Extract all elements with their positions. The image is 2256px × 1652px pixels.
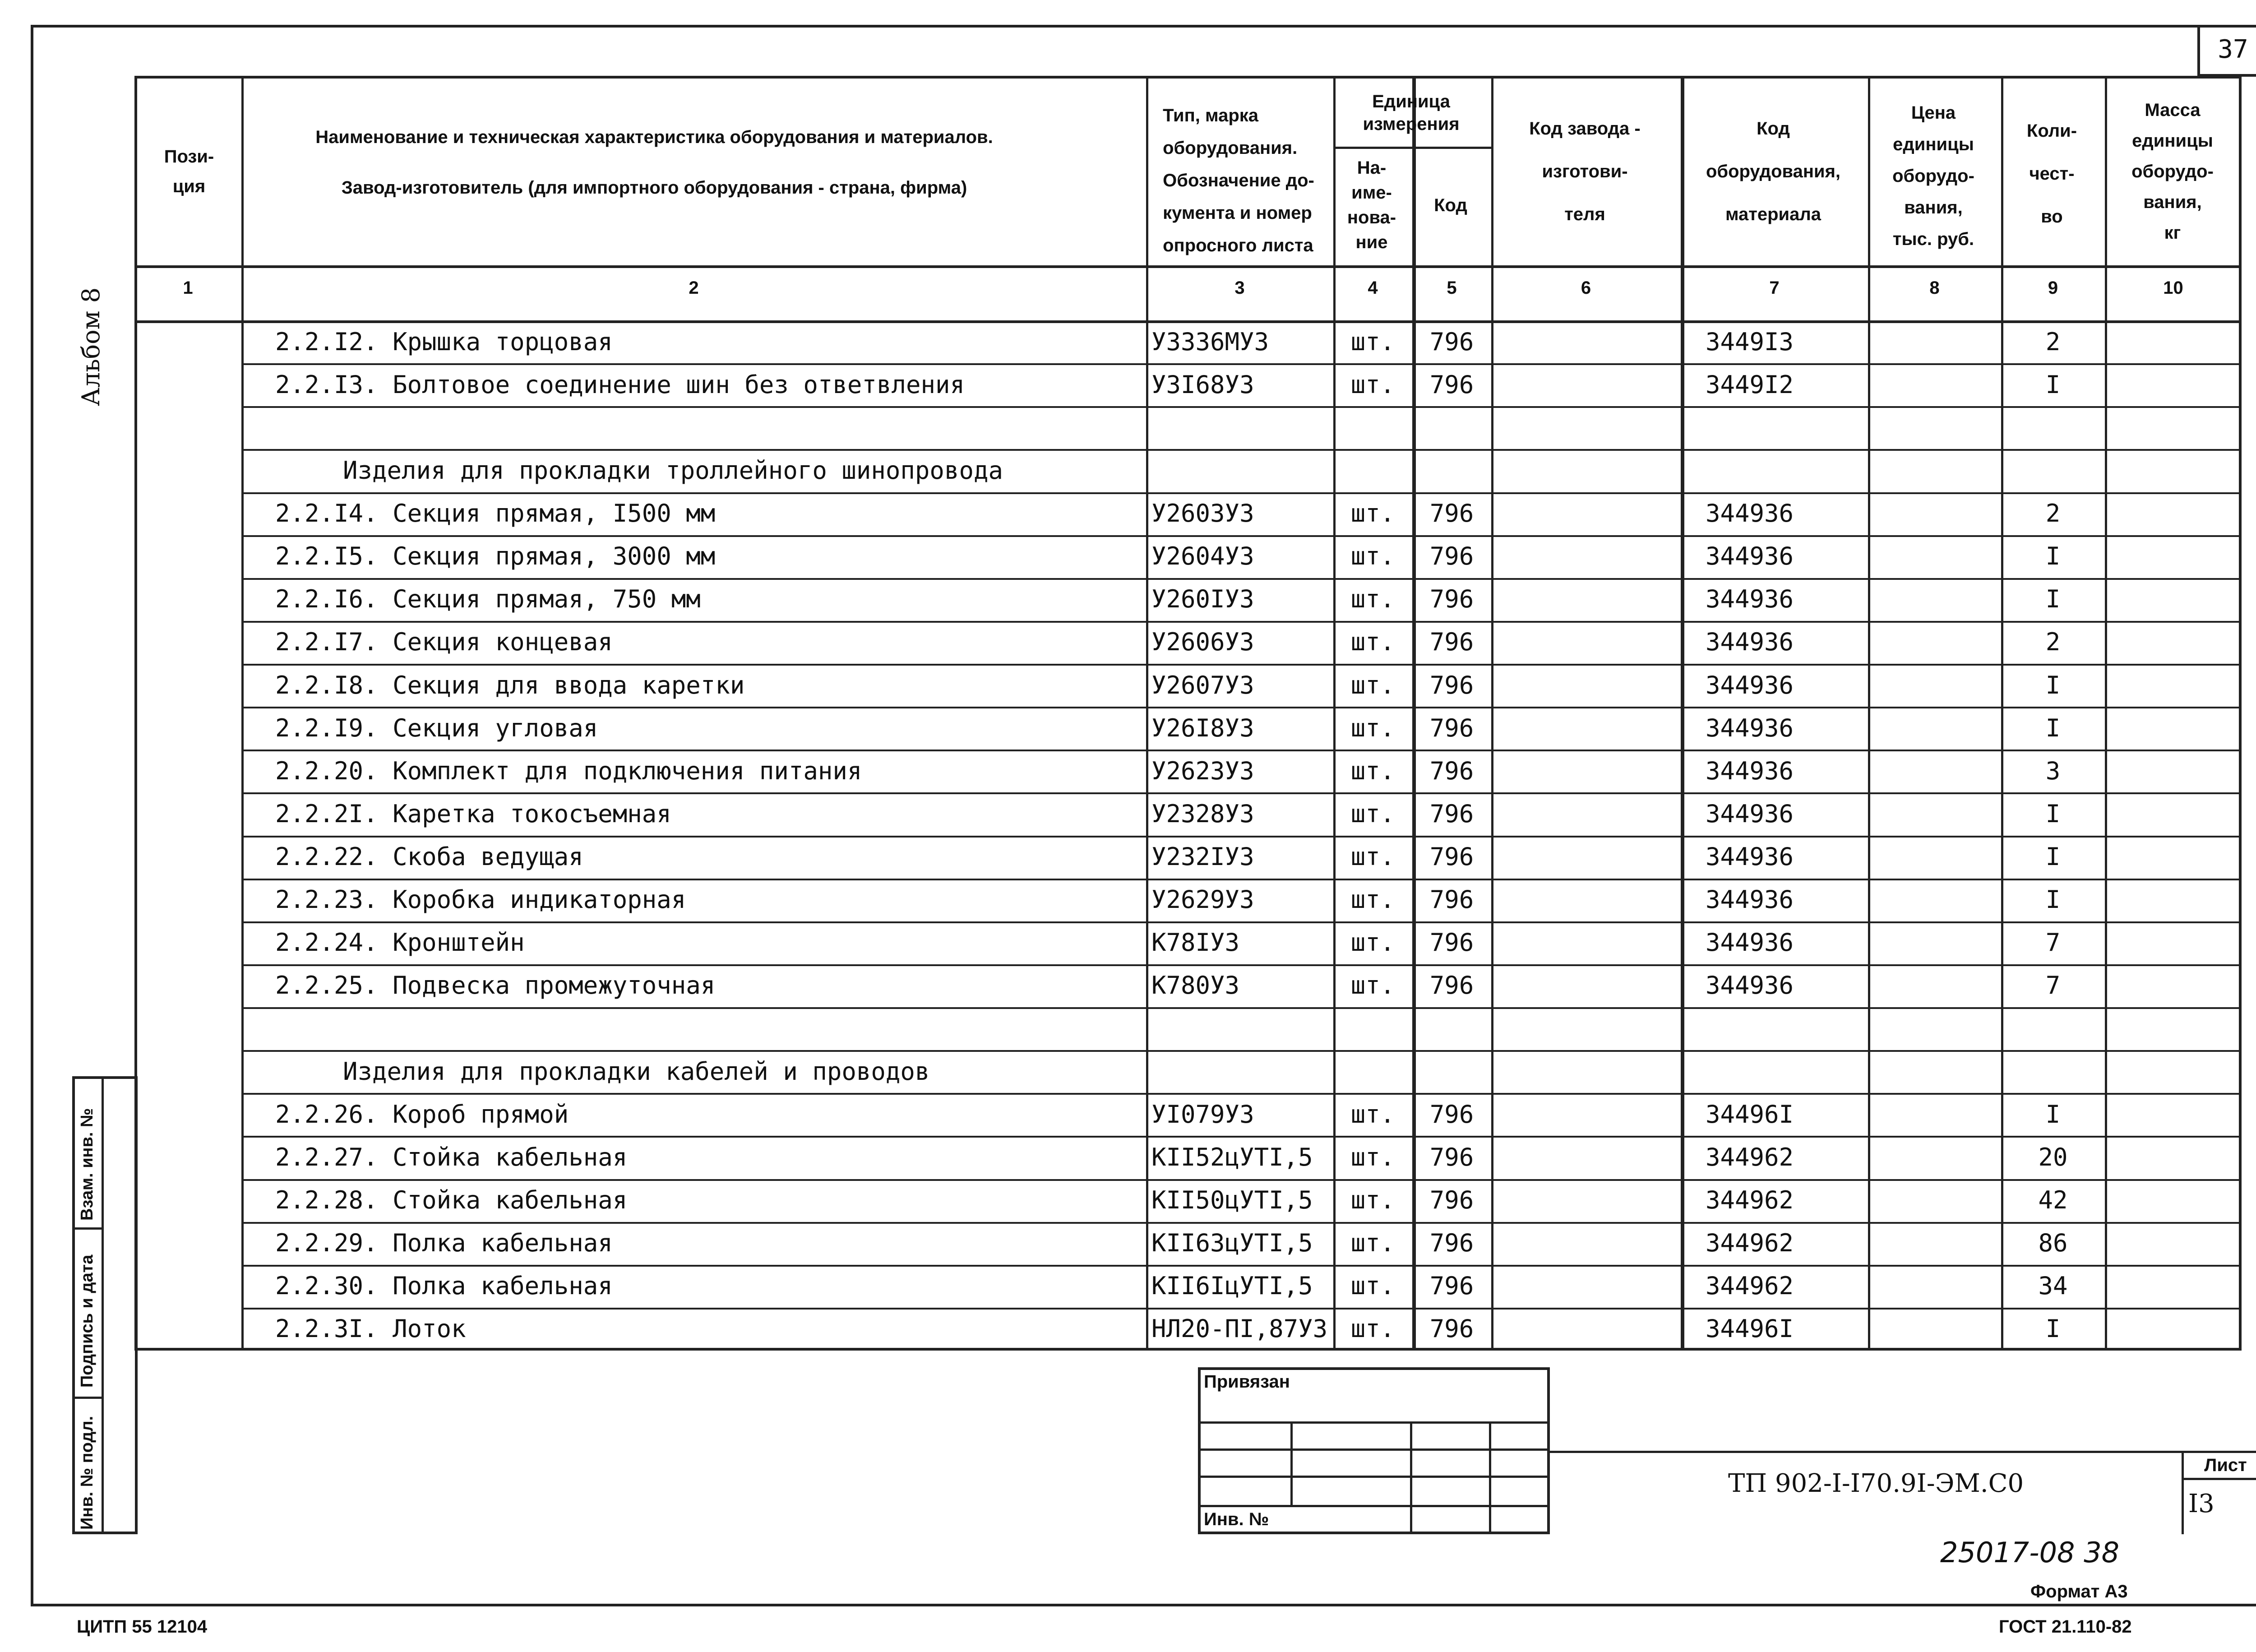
item-unit-code: 796 (1429, 714, 1474, 742)
item-type: КII6IцУТI,5 (1151, 1272, 1313, 1300)
item-unit-code: 796 (1429, 370, 1474, 399)
item-material-code: 344936 (1706, 499, 1794, 528)
item-unit-code: 796 (1429, 585, 1474, 613)
item-name: 2.2.3I. Лоток (275, 1314, 466, 1343)
item-name: 2.2.29. Полка кабельная (275, 1229, 613, 1257)
item-unit-code: 796 (1429, 542, 1474, 570)
item-material-code: 344936 (1706, 671, 1794, 699)
item-type: К78IУ3 (1151, 928, 1240, 957)
item-type: У2328У3 (1151, 800, 1254, 828)
inv-label: Инв. № (1204, 1509, 1269, 1529)
item-name: 2.2.30. Полка кабельная (275, 1272, 613, 1300)
item-type: КII63цУТI,5 (1151, 1229, 1313, 1257)
document-code: ТП 902-I-I70.9I-ЭМ.С0 (1728, 1469, 2024, 1498)
item-material-code: 344936 (1706, 800, 1794, 828)
column-number-8: 8 (1929, 278, 1940, 298)
item-quantity: 86 (2038, 1229, 2068, 1257)
item-type: У232IУ3 (1151, 842, 1254, 871)
header-unit-name: На- име- нова- ние (1347, 158, 1396, 252)
item-type: У2603У3 (1151, 499, 1254, 528)
item-unit-code: 796 (1429, 1229, 1474, 1257)
item-type: У3336МУ3 (1151, 328, 1269, 356)
item-quantity: I (2045, 585, 2061, 613)
item-unit-code: 796 (1429, 328, 1474, 356)
item-type: КII50цУТI,5 (1151, 1186, 1313, 1214)
item-material-code: 344962 (1706, 1186, 1794, 1214)
column-number-9: 9 (2048, 278, 2058, 298)
item-name: 2.2.I2. Крышка торцовая (275, 328, 613, 356)
item-unit: шт. (1350, 842, 1395, 871)
item-name: 2.2.28. Стойка кабельная (275, 1186, 628, 1214)
item-type: У2604У3 (1151, 542, 1254, 570)
item-unit: шт. (1350, 714, 1395, 742)
item-quantity: I (2045, 671, 2061, 699)
item-name: 2.2.20. Комплект для подключения питания (275, 757, 862, 785)
item-quantity: 2 (2045, 328, 2061, 356)
header-mass: Масса единицы оборудо- вания, кг (2131, 100, 2214, 243)
item-material-code: 34496I (1706, 1314, 1794, 1343)
column-number-4: 4 (1368, 278, 1378, 298)
column-number-1: 1 (183, 278, 193, 298)
item-material-code: 3449I3 (1706, 328, 1794, 356)
header-unit: Единица измерения (1363, 92, 1460, 134)
item-quantity: I (2045, 885, 2061, 914)
item-unit-code: 796 (1429, 928, 1474, 957)
item-material-code: 344936 (1706, 757, 1794, 785)
item-material-code: 344936 (1706, 542, 1794, 570)
handwritten-number: 25017-08 38 (1940, 1536, 2120, 1569)
item-material-code: 344936 (1706, 885, 1794, 914)
header-type: Тип, марка оборудования. Обозначение до- кумента и номер опросного листа (1163, 106, 1314, 255)
item-name: 2.2.I4. Секция прямая, I500 мм (275, 499, 716, 528)
footer-right: ГОСТ 21.110-82 (1999, 1617, 2132, 1637)
item-quantity: 3 (2045, 757, 2061, 785)
footer-left: ЦИТП 55 12104 (77, 1617, 208, 1637)
header-quantity: Коли- чест- во (2026, 120, 2077, 227)
item-material-code: 344936 (1706, 585, 1794, 613)
item-quantity: I (2045, 1314, 2061, 1343)
item-unit: шт. (1350, 542, 1395, 570)
item-unit-code: 796 (1429, 671, 1474, 699)
item-material-code: 344936 (1706, 928, 1794, 957)
item-unit-code: 796 (1429, 499, 1474, 528)
item-type: У260IУ3 (1151, 585, 1254, 613)
item-unit-code: 796 (1429, 1186, 1474, 1214)
item-name: 2.2.23. Коробка индикаторная (275, 885, 686, 914)
item-unit: шт. (1350, 671, 1395, 699)
item-unit: шт. (1350, 885, 1395, 914)
album-label: Альбом 8 (77, 287, 105, 406)
item-unit: шт. (1350, 1314, 1395, 1343)
item-unit: шт. (1350, 800, 1395, 828)
side-stamp-podpis: Подпись и дата (78, 1254, 97, 1388)
item-quantity: I (2045, 800, 2061, 828)
item-unit-code: 796 (1429, 1272, 1474, 1300)
item-material-code: 34496I (1706, 1100, 1794, 1129)
item-quantity: 2 (2045, 628, 2061, 656)
item-unit-code: 796 (1429, 800, 1474, 828)
item-material-code: 344936 (1706, 971, 1794, 1000)
item-name: 2.2.I3. Болтовое соединение шин без ответвления (275, 370, 965, 399)
item-name: Изделия для прокладки кабелей и проводов (343, 1057, 930, 1086)
item-quantity: I (2045, 714, 2061, 742)
item-quantity: I (2045, 842, 2061, 871)
item-material-code: 344962 (1706, 1229, 1794, 1257)
item-name: 2.2.25. Подвеска промежуточная (275, 971, 716, 1000)
privyazan-label: Привязан (1204, 1372, 1290, 1392)
sheet-label: Лист (2204, 1455, 2247, 1475)
item-type: У26I8У3 (1151, 714, 1254, 742)
item-quantity: I (2045, 542, 2061, 570)
item-type: У2606У3 (1151, 628, 1254, 656)
sheet-number: I3 (2188, 1489, 2214, 1518)
item-unit-code: 796 (1429, 1100, 1474, 1129)
column-number-5: 5 (1447, 278, 1457, 298)
item-unit: шт. (1350, 1100, 1395, 1129)
item-quantity: I (2045, 1100, 2061, 1129)
item-unit-code: 796 (1429, 757, 1474, 785)
item-type: УI079У3 (1151, 1100, 1254, 1129)
item-unit: шт. (1350, 1272, 1395, 1300)
item-type: У3I68У3 (1151, 370, 1254, 399)
item-type: КII52цУТI,5 (1151, 1143, 1313, 1171)
header-price: Цена единицы оборудо- вания, тыс. руб. (1892, 103, 1974, 249)
item-quantity: 34 (2038, 1272, 2068, 1300)
item-quantity: 2 (2045, 499, 2061, 528)
item-quantity: 42 (2038, 1186, 2068, 1214)
item-unit: шт. (1350, 328, 1395, 356)
item-name: 2.2.26. Короб прямой (275, 1100, 569, 1129)
item-material-code: 344962 (1706, 1143, 1794, 1171)
item-type: У2607У3 (1151, 671, 1254, 699)
header-material-code: Код оборудования, материала (1706, 118, 1841, 224)
item-name: 2.2.I6. Секция прямая, 750 мм (275, 585, 701, 613)
item-unit: шт. (1350, 628, 1395, 656)
item-material-code: 344936 (1706, 842, 1794, 871)
item-material-code: 3449I2 (1706, 370, 1794, 399)
column-number-3: 3 (1234, 278, 1245, 298)
item-name: 2.2.I9. Секция угловая (275, 714, 598, 742)
item-quantity: I (2045, 370, 2061, 399)
item-name: 2.2.24. Кронштейн (275, 928, 525, 957)
item-name: 2.2.I8. Секция для ввода каретки (275, 671, 745, 699)
item-unit-code: 796 (1429, 842, 1474, 871)
side-stamp-zam: Взам. инв. № (78, 1108, 97, 1221)
item-unit-code: 796 (1429, 1143, 1474, 1171)
item-unit: шт. (1350, 1186, 1395, 1214)
side-stamp-inv: Инв. № подл. (78, 1416, 97, 1530)
column-number-2: 2 (689, 278, 699, 298)
header-factory-code: Код завода - изготови- теля (1529, 118, 1641, 224)
item-unit: шт. (1350, 585, 1395, 613)
item-name: 2.2.I7. Секция концевая (275, 628, 613, 656)
item-unit: шт. (1350, 757, 1395, 785)
item-unit: шт. (1350, 1143, 1395, 1171)
format-label: Формат А3 (2030, 1582, 2128, 1601)
item-type: У2629У3 (1151, 885, 1254, 914)
item-quantity: 20 (2038, 1143, 2068, 1171)
item-quantity: 7 (2045, 928, 2061, 957)
item-name: Изделия для прокладки троллейного шинопровода (343, 456, 1003, 485)
header-name: Наименование и техническая характеристика оборудования и материалов. Завод-изготовитель (для импортного оборудования - страна, фирма) (315, 127, 993, 198)
item-unit-code: 796 (1429, 971, 1474, 1000)
item-name: 2.2.22. Скоба ведущая (275, 842, 583, 871)
item-unit: шт. (1350, 370, 1395, 399)
item-unit: шт. (1350, 1229, 1395, 1257)
item-name: 2.2.27. Стойка кабельная (275, 1143, 628, 1171)
column-number-7: 7 (1769, 278, 1780, 298)
item-unit: шт. (1350, 928, 1395, 957)
item-name: 2.2.I5. Секция прямая, 3000 мм (275, 542, 716, 570)
item-unit-code: 796 (1429, 885, 1474, 914)
item-unit-code: 796 (1429, 628, 1474, 656)
item-type: К780У3 (1151, 971, 1240, 1000)
item-material-code: 344936 (1706, 628, 1794, 656)
item-quantity: 7 (2045, 971, 2061, 1000)
item-material-code: 344936 (1706, 714, 1794, 742)
item-unit: шт. (1350, 971, 1395, 1000)
item-unit-code: 796 (1429, 1314, 1474, 1343)
column-number-6: 6 (1581, 278, 1591, 298)
item-type: У2623У3 (1151, 757, 1254, 785)
header-unit-code: Код (1434, 195, 1467, 215)
column-number-10: 10 (2163, 278, 2183, 298)
header-position: Пози- ция (164, 147, 214, 196)
item-type: НЛ20-ПI,87У3 (1151, 1314, 1328, 1343)
item-material-code: 344962 (1706, 1272, 1794, 1300)
item-unit: шт. (1350, 499, 1395, 528)
page-number: 37 (2218, 35, 2248, 64)
item-name: 2.2.2I. Каретка токосъемная (275, 800, 671, 828)
